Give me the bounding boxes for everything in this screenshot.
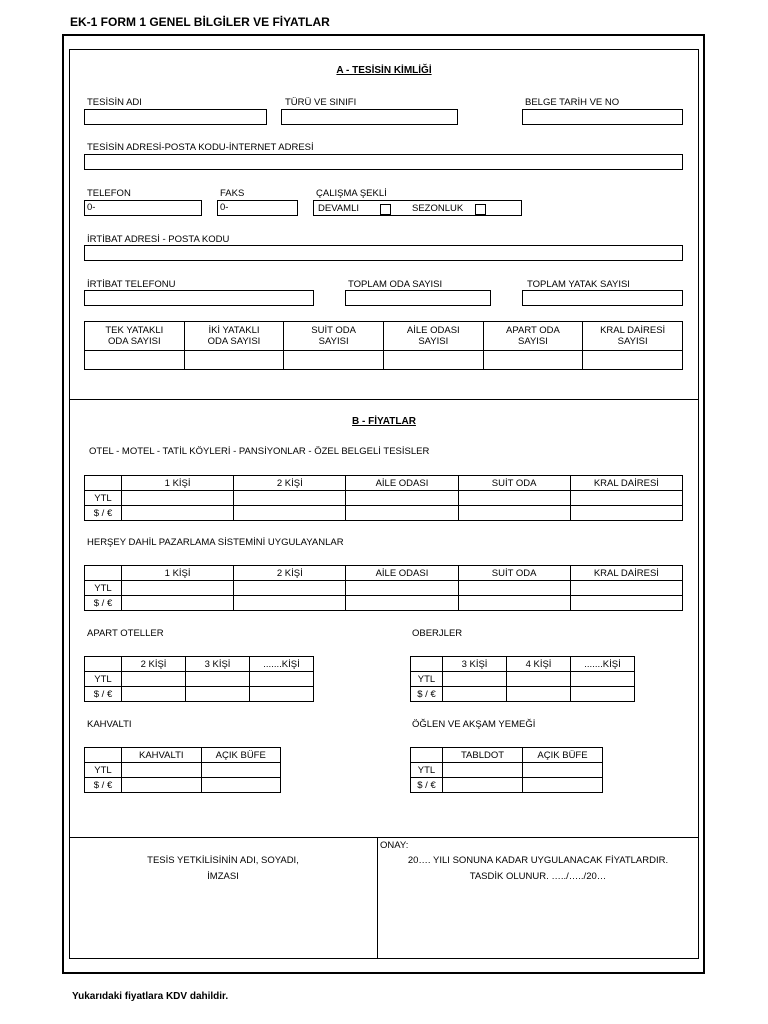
price-cell[interactable] [458, 491, 570, 506]
room-count-table [84, 321, 683, 370]
corner-cell [85, 657, 122, 672]
currency-label: YTL [411, 763, 443, 778]
room-header-apart: APART ODA SAYISI [483, 322, 583, 351]
apart-caption: APART OTELLER [87, 628, 164, 639]
currency-label: YTL [85, 763, 122, 778]
price-cell[interactable] [458, 581, 570, 596]
permanent-checkbox[interactable] [380, 204, 391, 215]
price-cell[interactable] [570, 581, 682, 596]
currency-label: YTL [85, 581, 122, 596]
currency-label: $ / € [85, 506, 122, 521]
corner-cell [85, 476, 122, 491]
certificate-field[interactable] [522, 109, 683, 125]
price-cell[interactable] [122, 506, 234, 521]
fax-value: 0- [220, 202, 229, 213]
room-header-suite: SUİT ODA SAYISI [284, 322, 384, 351]
currency-label: $ / € [411, 778, 443, 793]
price-cell[interactable] [346, 491, 458, 506]
price-cell[interactable] [507, 672, 571, 687]
currency-label: YTL [411, 672, 443, 687]
total-beds-field[interactable] [522, 290, 683, 306]
price-cell[interactable] [570, 596, 682, 611]
section-b-title: B - FİYATLAR [352, 416, 416, 427]
price-header: 1 KİŞİ [122, 566, 234, 581]
approval-line-2: TASDİK OLUNUR. …../…../20… [469, 871, 607, 882]
price-header: KRAL DAİRESİ [570, 476, 682, 491]
apart-header: 2 KİŞİ [122, 657, 186, 672]
approval-line-1: 20…. YILI SONUNA KADAR UYGULANACAK FİYATLARDIR. [407, 855, 669, 866]
inns-price-table [410, 656, 635, 702]
corner-cell [411, 657, 443, 672]
permanent-option-label: DEVAMLI [318, 203, 360, 214]
breakfast-price-table [84, 747, 281, 793]
price-cell[interactable] [571, 687, 635, 702]
contact-phone-field[interactable] [84, 290, 314, 306]
room-header-double: İKİ YATAKLI ODA SAYISI [184, 322, 284, 351]
currency-label: $ / € [85, 687, 122, 702]
price-header: SUİT ODA [458, 566, 570, 581]
contact-address-label: İRTİBAT ADRESİ - POSTA KODU [87, 234, 230, 245]
contact-phone-label: İRTİBAT TELEFONU [87, 279, 176, 290]
working-mode-label: ÇALIŞMA ŞEKLİ [316, 188, 387, 199]
seasonal-checkbox[interactable] [475, 204, 486, 215]
currency-label: $ / € [85, 778, 122, 793]
inns-caption: OBERJLER [412, 628, 463, 639]
price-cell[interactable] [234, 596, 346, 611]
apart-header: .......KİŞİ [250, 657, 314, 672]
total-rooms-label: TOPLAM ODA SAYISI [348, 279, 443, 290]
fax-field[interactable] [217, 200, 298, 216]
price-cell[interactable] [122, 778, 202, 793]
room-count-cell[interactable] [184, 351, 284, 370]
currency-label: $ / € [85, 596, 122, 611]
price-header: 2 KİŞİ [234, 476, 346, 491]
inns-header: 3 KİŞİ [443, 657, 507, 672]
price-cell[interactable] [250, 687, 314, 702]
phone-field[interactable] [84, 200, 202, 216]
total-beds-label: TOPLAM YATAK SAYISI [527, 279, 630, 290]
price-header: 1 KİŞİ [122, 476, 234, 491]
meals-header: AÇIK BÜFE [523, 748, 603, 763]
breakfast-header: AÇIK BÜFE [201, 748, 281, 763]
price-cell[interactable] [458, 506, 570, 521]
meals-price-table [410, 747, 603, 793]
price-cell[interactable] [234, 581, 346, 596]
price-cell[interactable] [122, 596, 234, 611]
official-name-line: TESİS YETKİLİSİNİN ADI, SOYADI, [147, 855, 299, 866]
total-rooms-field[interactable] [345, 290, 491, 306]
apart-price-table [84, 656, 314, 702]
meals-header: TABLDOT [443, 748, 523, 763]
fax-label: FAKS [220, 188, 245, 199]
price-cell[interactable] [122, 491, 234, 506]
contact-address-field[interactable] [84, 245, 683, 261]
apart-header: 3 KİŞİ [186, 657, 250, 672]
facility-name-field[interactable] [84, 109, 267, 125]
all-inclusive-price-table [84, 565, 683, 611]
room-count-cell[interactable] [483, 351, 583, 370]
room-header-family: AİLE ODASI SAYISI [383, 322, 483, 351]
room-count-cell[interactable] [383, 351, 483, 370]
price-cell[interactable] [443, 778, 523, 793]
phone-label: TELEFON [87, 188, 131, 199]
section-divider [69, 399, 699, 400]
room-header-single: TEK YATAKLI ODA SAYISI [85, 322, 185, 351]
currency-label: YTL [85, 491, 122, 506]
price-cell[interactable] [523, 763, 603, 778]
price-cell[interactable] [346, 581, 458, 596]
price-header: AİLE ODASI [346, 476, 458, 491]
corner-cell [85, 748, 122, 763]
section-a-title: A - TESİSİN KİMLİĞİ [336, 65, 432, 76]
price-cell[interactable] [234, 491, 346, 506]
price-cell[interactable] [346, 506, 458, 521]
price-header: 2 KİŞİ [234, 566, 346, 581]
price-cell[interactable] [122, 672, 186, 687]
hotels-price-table [84, 475, 683, 521]
currency-label: $ / € [411, 687, 443, 702]
corner-cell [411, 748, 443, 763]
price-cell[interactable] [122, 687, 186, 702]
breakfast-caption: KAHVALTI [87, 719, 132, 730]
address-label: TESİSİN ADRESİ-POSTA KODU-İNTERNET ADRESİ [87, 142, 314, 153]
hotels-caption: OTEL - MOTEL - TATİL KÖYLERİ - PANSİYONLAR - ÖZEL BELGELİ TESİSLER [89, 446, 430, 457]
room-header-king: KRAL DAİRESİ SAYISI [583, 322, 683, 351]
phone-value: 0- [87, 202, 96, 213]
approval-label: ONAY: [380, 840, 409, 851]
footer-note: Yukarıdaki fiyatlara KDV dahildir. [72, 991, 229, 1002]
price-cell[interactable] [570, 506, 682, 521]
price-header: AİLE ODASI [346, 566, 458, 581]
price-header: KRAL DAİRESİ [570, 566, 682, 581]
document-title: EK-1 FORM 1 GENEL BİLGİLER VE FİYATLAR [70, 15, 330, 29]
price-cell[interactable] [443, 687, 507, 702]
corner-cell [85, 566, 122, 581]
inns-header: 4 KİŞİ [507, 657, 571, 672]
room-count-cell[interactable] [583, 351, 683, 370]
price-cell[interactable] [122, 763, 202, 778]
price-cell[interactable] [186, 672, 250, 687]
meals-caption: ÖĞLEN VE AKŞAM YEMEĞİ [412, 719, 536, 730]
price-cell[interactable] [443, 763, 523, 778]
inns-header: .......KİŞİ [571, 657, 635, 672]
price-cell[interactable] [523, 778, 603, 793]
currency-label: YTL [85, 672, 122, 687]
price-cell[interactable] [570, 491, 682, 506]
price-cell[interactable] [201, 778, 281, 793]
price-cell[interactable] [507, 687, 571, 702]
price-cell[interactable] [571, 672, 635, 687]
price-cell[interactable] [234, 506, 346, 521]
price-header: SUİT ODA [458, 476, 570, 491]
type-class-field[interactable] [281, 109, 458, 125]
room-count-cell[interactable] [85, 351, 185, 370]
price-cell[interactable] [458, 596, 570, 611]
signature-divider [69, 837, 699, 838]
price-cell[interactable] [250, 672, 314, 687]
seasonal-option-label: SEZONLUK [412, 203, 464, 214]
certificate-label: BELGE TARİH VE NO [525, 97, 620, 108]
facility-name-label: TESİSİN ADI [87, 97, 142, 108]
breakfast-header: KAHVALTI [122, 748, 202, 763]
type-class-label: TÜRÜ VE SINIFI [285, 97, 357, 108]
room-count-cell[interactable] [284, 351, 384, 370]
price-cell[interactable] [186, 687, 250, 702]
price-cell[interactable] [201, 763, 281, 778]
official-signature-line: İMZASI [207, 871, 239, 882]
price-cell[interactable] [346, 596, 458, 611]
price-cell[interactable] [122, 581, 234, 596]
address-field[interactable] [84, 154, 683, 170]
price-cell[interactable] [443, 672, 507, 687]
all-inclusive-caption: HERŞEY DAHİL PAZARLAMA SİSTEMİNİ UYGULAYANLAR [87, 537, 344, 548]
